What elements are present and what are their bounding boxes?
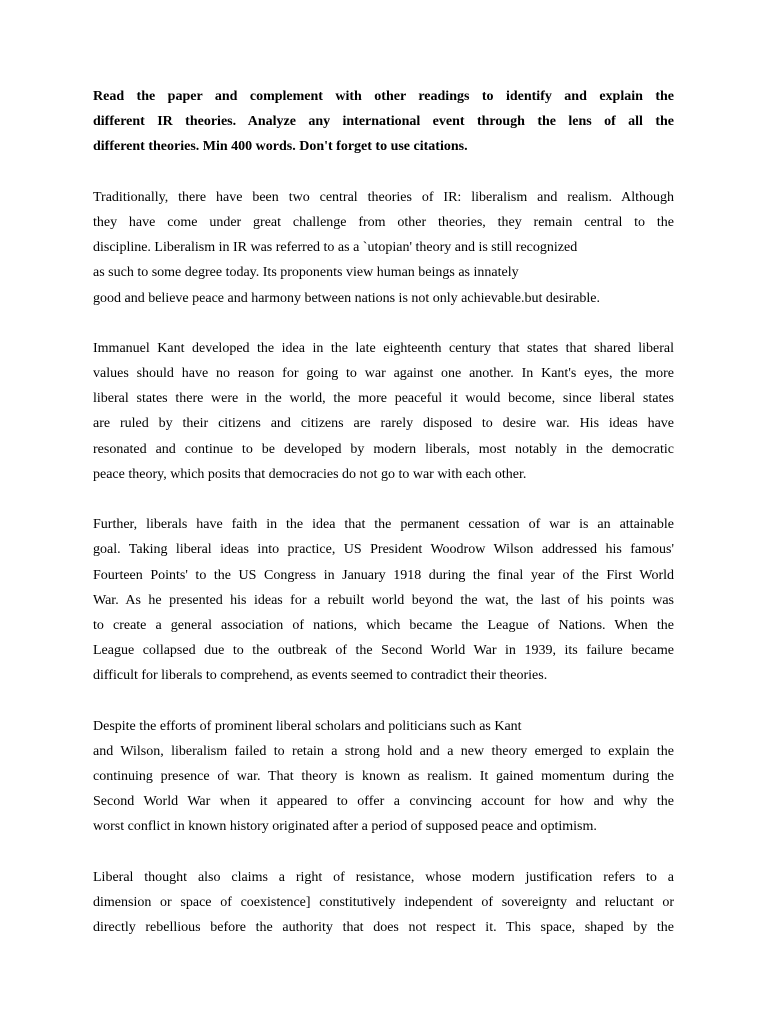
text-line: continuing presence of war. That theory is known as realism. It gained momentum during the [93, 769, 674, 785]
text-line: Liberal thought also claims a right of resistance, whose modern justification refers to a [93, 869, 674, 885]
text-line: Fourteen Points' to the US Congress in January 1918 during the final year of the First World [93, 567, 674, 583]
text-line: discipline. Liberalism in IR was referred to as a `utopian' theory and is still recognized [93, 240, 578, 256]
text-line: they have come under great challenge from other theories, they remain central to the [93, 214, 674, 230]
assignment-prompt [93, 84, 674, 160]
text-line: Immanuel Kant developed the idea in the late eighteenth century that states that shared liberal [93, 340, 674, 356]
text-line: liberal states there were in the world, the more peaceful it would become, since liberal states [93, 391, 674, 407]
text-line: League collapsed due to the outbreak of the Second World War in 1939, its failure became [93, 643, 674, 659]
text-line: to create a general association of nations, which became the League of Nations. When the [93, 617, 674, 633]
text-line: Further, liberals have faith in the idea that the permanent cessation of war is an attainable [93, 517, 674, 533]
paragraph-liberalism-realism [93, 185, 674, 311]
text-line: different theories. Min 400 words. Don't forget to use citations. [93, 139, 468, 155]
text-line: peace theory, which posits that democracies do not go to war with each other. [93, 466, 527, 482]
text-line: Second World War when it appeared to offer a convincing account for how and why the [93, 794, 674, 810]
text-line: and Wilson, liberalism failed to retain a strong hold and a new theory emerged to explain the [93, 743, 674, 759]
text-line: Traditionally, there have been two central theories of IR: liberalism and realism. Although [93, 189, 674, 205]
text-line: values should have no reason for going to war against one another. In Kant's eyes, the more [93, 366, 674, 382]
text-line: directly rebellious before the authority that does not respect it. This space, shaped by the [93, 920, 674, 936]
text-line: Read the paper and complement with other readings to identify and explain the [93, 89, 674, 104]
text-line: dimension or space of coexistence] constitutively independent of sovereignty and reluctant or [93, 895, 674, 910]
text-line: difficult for liberals to comprehend, as events seemed to contradict their theories. [93, 668, 548, 684]
paragraph-realism [93, 714, 674, 840]
text-line: good and believe peace and harmony between nations is not only achievable.but desirable. [93, 290, 600, 306]
paragraph-wilson [93, 512, 674, 688]
text-line: different IR theories. Analyze any international event through the lens of all the [93, 114, 674, 130]
text-line: goal. Taking liberal ideas into practice, US President Woodrow Wilson addressed his famous' [93, 542, 674, 558]
text-line: resonated and continue to be developed by modern liberals, most notably in the democratic [93, 441, 674, 457]
text-line: are ruled by their citizens and citizens are rarely disposed to desire war. His ideas have [93, 416, 674, 432]
text-line: Despite the efforts of prominent liberal scholars and politicians such as Kant [93, 718, 522, 734]
paragraph-kant [93, 336, 674, 487]
text-line: as such to some degree today. Its proponents view human beings as innately [93, 265, 519, 281]
paragraph-resistance [93, 865, 674, 941]
text-line: worst conflict in known history originated after a period of supposed peace and optimism. [93, 819, 597, 835]
document-body [93, 84, 674, 966]
text-line: War. As he presented his ideas for a rebuilt world beyond the wat, the last of his points was [93, 592, 674, 608]
